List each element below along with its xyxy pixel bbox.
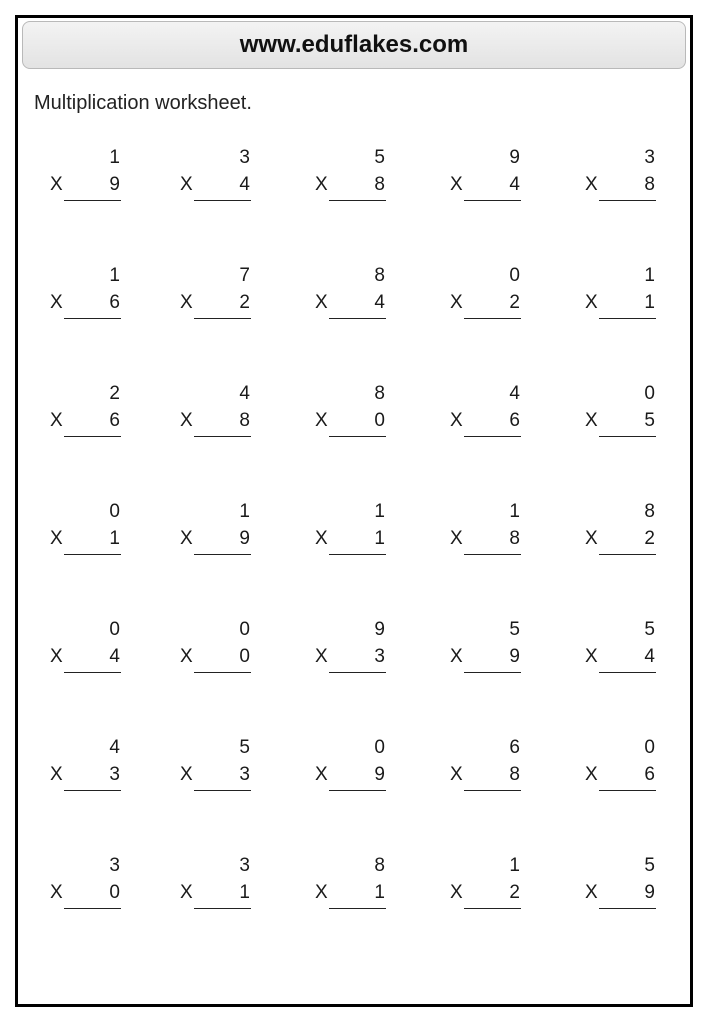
multiplicand: 3 xyxy=(109,855,120,876)
answer-line xyxy=(64,908,121,909)
multiplication-problem xyxy=(180,855,250,911)
multiplicand: 1 xyxy=(239,501,250,522)
multiplier: 9 xyxy=(374,764,385,785)
times-sign: X xyxy=(450,764,463,785)
multiplier: 0 xyxy=(109,882,120,903)
multiplicand: 0 xyxy=(374,737,385,758)
times-sign: X xyxy=(585,174,598,195)
multiplicand: 5 xyxy=(644,619,655,640)
multiplicand: 0 xyxy=(644,383,655,404)
times-sign: X xyxy=(180,174,193,195)
multiplication-problem xyxy=(450,147,520,203)
answer-line xyxy=(599,790,656,791)
times-sign: X xyxy=(450,882,463,903)
multiplicand: 4 xyxy=(109,737,120,758)
times-sign: X xyxy=(450,292,463,313)
times-sign: X xyxy=(315,528,328,549)
multiplier: 9 xyxy=(239,528,250,549)
multiplier: 1 xyxy=(109,528,120,549)
multiplicand: 8 xyxy=(374,855,385,876)
answer-line xyxy=(464,200,521,201)
multiplicand: 8 xyxy=(374,383,385,404)
answer-line xyxy=(464,436,521,437)
answer-line xyxy=(64,200,121,201)
multiplier: 8 xyxy=(644,174,655,195)
site-header xyxy=(22,21,686,69)
answer-line xyxy=(464,318,521,319)
multiplication-problem xyxy=(315,855,385,911)
multiplier: 0 xyxy=(239,646,250,667)
site-url: www.eduflakes.com xyxy=(239,31,469,58)
answer-line xyxy=(599,554,656,555)
answer-line xyxy=(329,554,386,555)
multiplication-problem xyxy=(450,737,520,793)
answer-line xyxy=(194,318,251,319)
multiplier: 3 xyxy=(374,646,385,667)
multiplication-problem xyxy=(450,855,520,911)
multiplicand: 0 xyxy=(509,265,520,286)
times-sign: X xyxy=(50,174,63,195)
multiplication-problem xyxy=(585,265,655,321)
times-sign: X xyxy=(585,646,598,667)
answer-line xyxy=(464,672,521,673)
multiplicand: 9 xyxy=(374,619,385,640)
answer-line xyxy=(599,672,656,673)
answer-line xyxy=(599,908,656,909)
multiplication-problem xyxy=(50,501,120,557)
multiplier: 8 xyxy=(239,410,250,431)
answer-line xyxy=(64,436,121,437)
times-sign: X xyxy=(315,882,328,903)
multiplication-problem xyxy=(315,619,385,675)
multiplicand: 7 xyxy=(239,265,250,286)
multiplier: 8 xyxy=(509,764,520,785)
multiplier: 8 xyxy=(374,174,385,195)
multiplicand: 8 xyxy=(374,265,385,286)
multiplication-problem xyxy=(315,265,385,321)
multiplication-problem xyxy=(315,383,385,439)
multiplicand: 3 xyxy=(239,147,250,168)
answer-line xyxy=(329,318,386,319)
multiplier: 4 xyxy=(644,646,655,667)
multiplier: 6 xyxy=(109,410,120,431)
multiplicand: 4 xyxy=(509,383,520,404)
times-sign: X xyxy=(180,646,193,667)
multiplicand: 6 xyxy=(509,737,520,758)
multiplier: 1 xyxy=(374,882,385,903)
times-sign: X xyxy=(585,528,598,549)
multiplication-problem xyxy=(180,147,250,203)
multiplicand: 1 xyxy=(644,265,655,286)
answer-line xyxy=(64,790,121,791)
multiplicand: 5 xyxy=(644,855,655,876)
times-sign: X xyxy=(450,174,463,195)
multiplication-problem xyxy=(50,737,120,793)
answer-line xyxy=(194,908,251,909)
multiplication-problem xyxy=(450,501,520,557)
multiplier: 2 xyxy=(239,292,250,313)
multiplier: 0 xyxy=(374,410,385,431)
multiplication-problem xyxy=(450,619,520,675)
answer-line xyxy=(194,672,251,673)
answer-line xyxy=(599,318,656,319)
multiplicand: 3 xyxy=(239,855,250,876)
multiplication-problem xyxy=(585,737,655,793)
multiplier: 4 xyxy=(509,174,520,195)
answer-line xyxy=(194,200,251,201)
answer-line xyxy=(464,554,521,555)
multiplication-problem xyxy=(585,501,655,557)
multiplication-problem xyxy=(585,147,655,203)
answer-line xyxy=(599,436,656,437)
multiplicand: 2 xyxy=(109,383,120,404)
multiplication-problem xyxy=(315,501,385,557)
multiplication-problem xyxy=(180,737,250,793)
multiplier: 8 xyxy=(509,528,520,549)
multiplicand: 9 xyxy=(509,147,520,168)
multiplicand: 0 xyxy=(644,737,655,758)
times-sign: X xyxy=(450,528,463,549)
times-sign: X xyxy=(315,410,328,431)
multiplicand: 1 xyxy=(109,265,120,286)
multiplicand: 1 xyxy=(374,501,385,522)
times-sign: X xyxy=(585,882,598,903)
answer-line xyxy=(64,318,121,319)
times-sign: X xyxy=(315,646,328,667)
times-sign: X xyxy=(50,764,63,785)
multiplicand: 5 xyxy=(239,737,250,758)
answer-line xyxy=(194,790,251,791)
times-sign: X xyxy=(450,410,463,431)
times-sign: X xyxy=(50,528,63,549)
multiplicand: 4 xyxy=(239,383,250,404)
multiplier: 2 xyxy=(644,528,655,549)
times-sign: X xyxy=(180,882,193,903)
answer-line xyxy=(329,436,386,437)
worksheet-title: Multiplication worksheet. xyxy=(34,92,252,114)
multiplier: 3 xyxy=(109,764,120,785)
times-sign: X xyxy=(585,764,598,785)
times-sign: X xyxy=(315,174,328,195)
multiplication-problem xyxy=(180,265,250,321)
multiplier: 4 xyxy=(239,174,250,195)
multiplier: 1 xyxy=(239,882,250,903)
multiplicand: 1 xyxy=(509,501,520,522)
times-sign: X xyxy=(50,882,63,903)
multiplication-problem xyxy=(585,855,655,911)
times-sign: X xyxy=(315,292,328,313)
times-sign: X xyxy=(50,292,63,313)
times-sign: X xyxy=(585,292,598,313)
multiplier: 1 xyxy=(644,292,655,313)
multiplier: 1 xyxy=(374,528,385,549)
multiplier: 6 xyxy=(509,410,520,431)
multiplier: 6 xyxy=(644,764,655,785)
answer-line xyxy=(329,672,386,673)
multiplier: 6 xyxy=(109,292,120,313)
times-sign: X xyxy=(585,410,598,431)
multiplicand: 0 xyxy=(109,501,120,522)
times-sign: X xyxy=(50,646,63,667)
multiplier: 2 xyxy=(509,882,520,903)
answer-line xyxy=(64,554,121,555)
answer-line xyxy=(194,554,251,555)
multiplier: 9 xyxy=(109,174,120,195)
answer-line xyxy=(599,200,656,201)
multiplier: 3 xyxy=(239,764,250,785)
multiplicand: 1 xyxy=(509,855,520,876)
multiplier: 5 xyxy=(644,410,655,431)
times-sign: X xyxy=(450,646,463,667)
multiplication-problem xyxy=(450,265,520,321)
multiplication-problem xyxy=(180,383,250,439)
multiplication-problem xyxy=(180,501,250,557)
multiplication-problem xyxy=(450,383,520,439)
answer-line xyxy=(64,672,121,673)
multiplication-problem xyxy=(50,619,120,675)
answer-line xyxy=(464,908,521,909)
multiplication-problem xyxy=(50,147,120,203)
answer-line xyxy=(194,436,251,437)
multiplier: 4 xyxy=(109,646,120,667)
multiplication-problem xyxy=(50,383,120,439)
multiplier: 4 xyxy=(374,292,385,313)
multiplicand: 5 xyxy=(374,147,385,168)
multiplication-problem xyxy=(180,619,250,675)
multiplication-problem xyxy=(50,265,120,321)
multiplicand: 0 xyxy=(239,619,250,640)
answer-line xyxy=(329,200,386,201)
multiplicand: 0 xyxy=(109,619,120,640)
answer-line xyxy=(329,908,386,909)
multiplication-problem xyxy=(50,855,120,911)
answer-line xyxy=(329,790,386,791)
answer-line xyxy=(464,790,521,791)
times-sign: X xyxy=(180,528,193,549)
times-sign: X xyxy=(315,764,328,785)
multiplication-problem xyxy=(315,737,385,793)
times-sign: X xyxy=(180,764,193,785)
multiplicand: 1 xyxy=(109,147,120,168)
multiplicand: 8 xyxy=(644,501,655,522)
multiplicand: 3 xyxy=(644,147,655,168)
multiplier: 2 xyxy=(509,292,520,313)
times-sign: X xyxy=(50,410,63,431)
times-sign: X xyxy=(180,292,193,313)
multiplier: 9 xyxy=(644,882,655,903)
times-sign: X xyxy=(180,410,193,431)
multiplication-problem xyxy=(585,383,655,439)
multiplication-problem xyxy=(315,147,385,203)
multiplication-problem xyxy=(585,619,655,675)
multiplicand: 5 xyxy=(509,619,520,640)
multiplier: 9 xyxy=(509,646,520,667)
